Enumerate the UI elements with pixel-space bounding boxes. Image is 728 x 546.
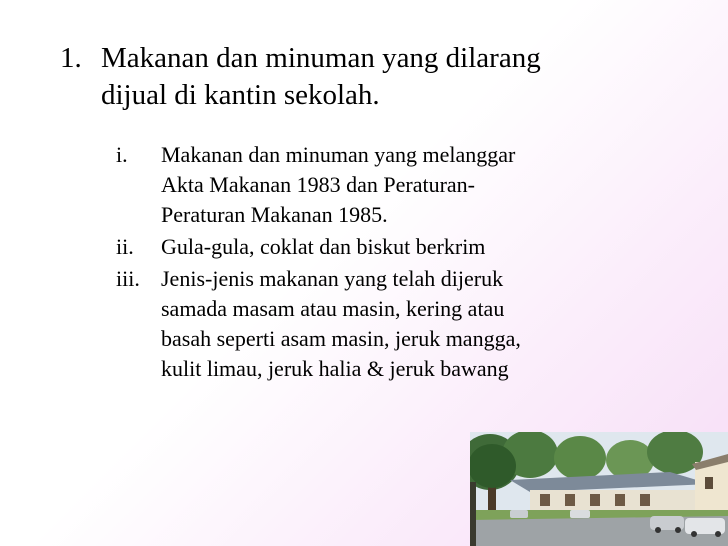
sub-item-line: Peraturan Makanan 1985. (161, 202, 388, 227)
sub-item-i (116, 140, 676, 230)
sub-item-text (161, 232, 676, 262)
main-item-text (101, 40, 680, 114)
sub-item-line: Gula-gula, coklat dan biskut berkrim (161, 234, 486, 259)
sub-item-line: basah seperti asam masin, jeruk mangga, (161, 326, 521, 351)
sub-item-numeral: iii. (116, 266, 140, 291)
sub-item-text (161, 264, 676, 384)
main-item-line-1: Makanan dan minuman yang dilarang (101, 42, 541, 74)
sub-item-iii (116, 264, 676, 384)
sub-list (116, 140, 676, 386)
sub-item-line: samada masam atau masin, kering atau (161, 296, 505, 321)
sub-item-line: kulit limau, jeruk halia & jeruk bawang (161, 356, 509, 381)
sub-item-line: Akta Makanan 1983 dan Peraturan- (161, 172, 476, 197)
main-item-number: 1. (60, 42, 82, 74)
school-photo-illustration (470, 432, 728, 546)
sub-item-line: Jenis-jenis makanan yang telah dijeruk (161, 266, 504, 291)
sub-item-line: Makanan dan minuman yang melanggar (161, 142, 516, 167)
sub-item-numeral: i. (116, 142, 128, 167)
school-photo (470, 432, 728, 546)
main-item-line-2: dijual di kantin sekolah. (101, 79, 380, 111)
sub-item-numeral: ii. (116, 234, 134, 259)
sub-item-ii (116, 232, 676, 262)
sub-item-text (161, 140, 676, 230)
main-list-item (60, 40, 680, 114)
